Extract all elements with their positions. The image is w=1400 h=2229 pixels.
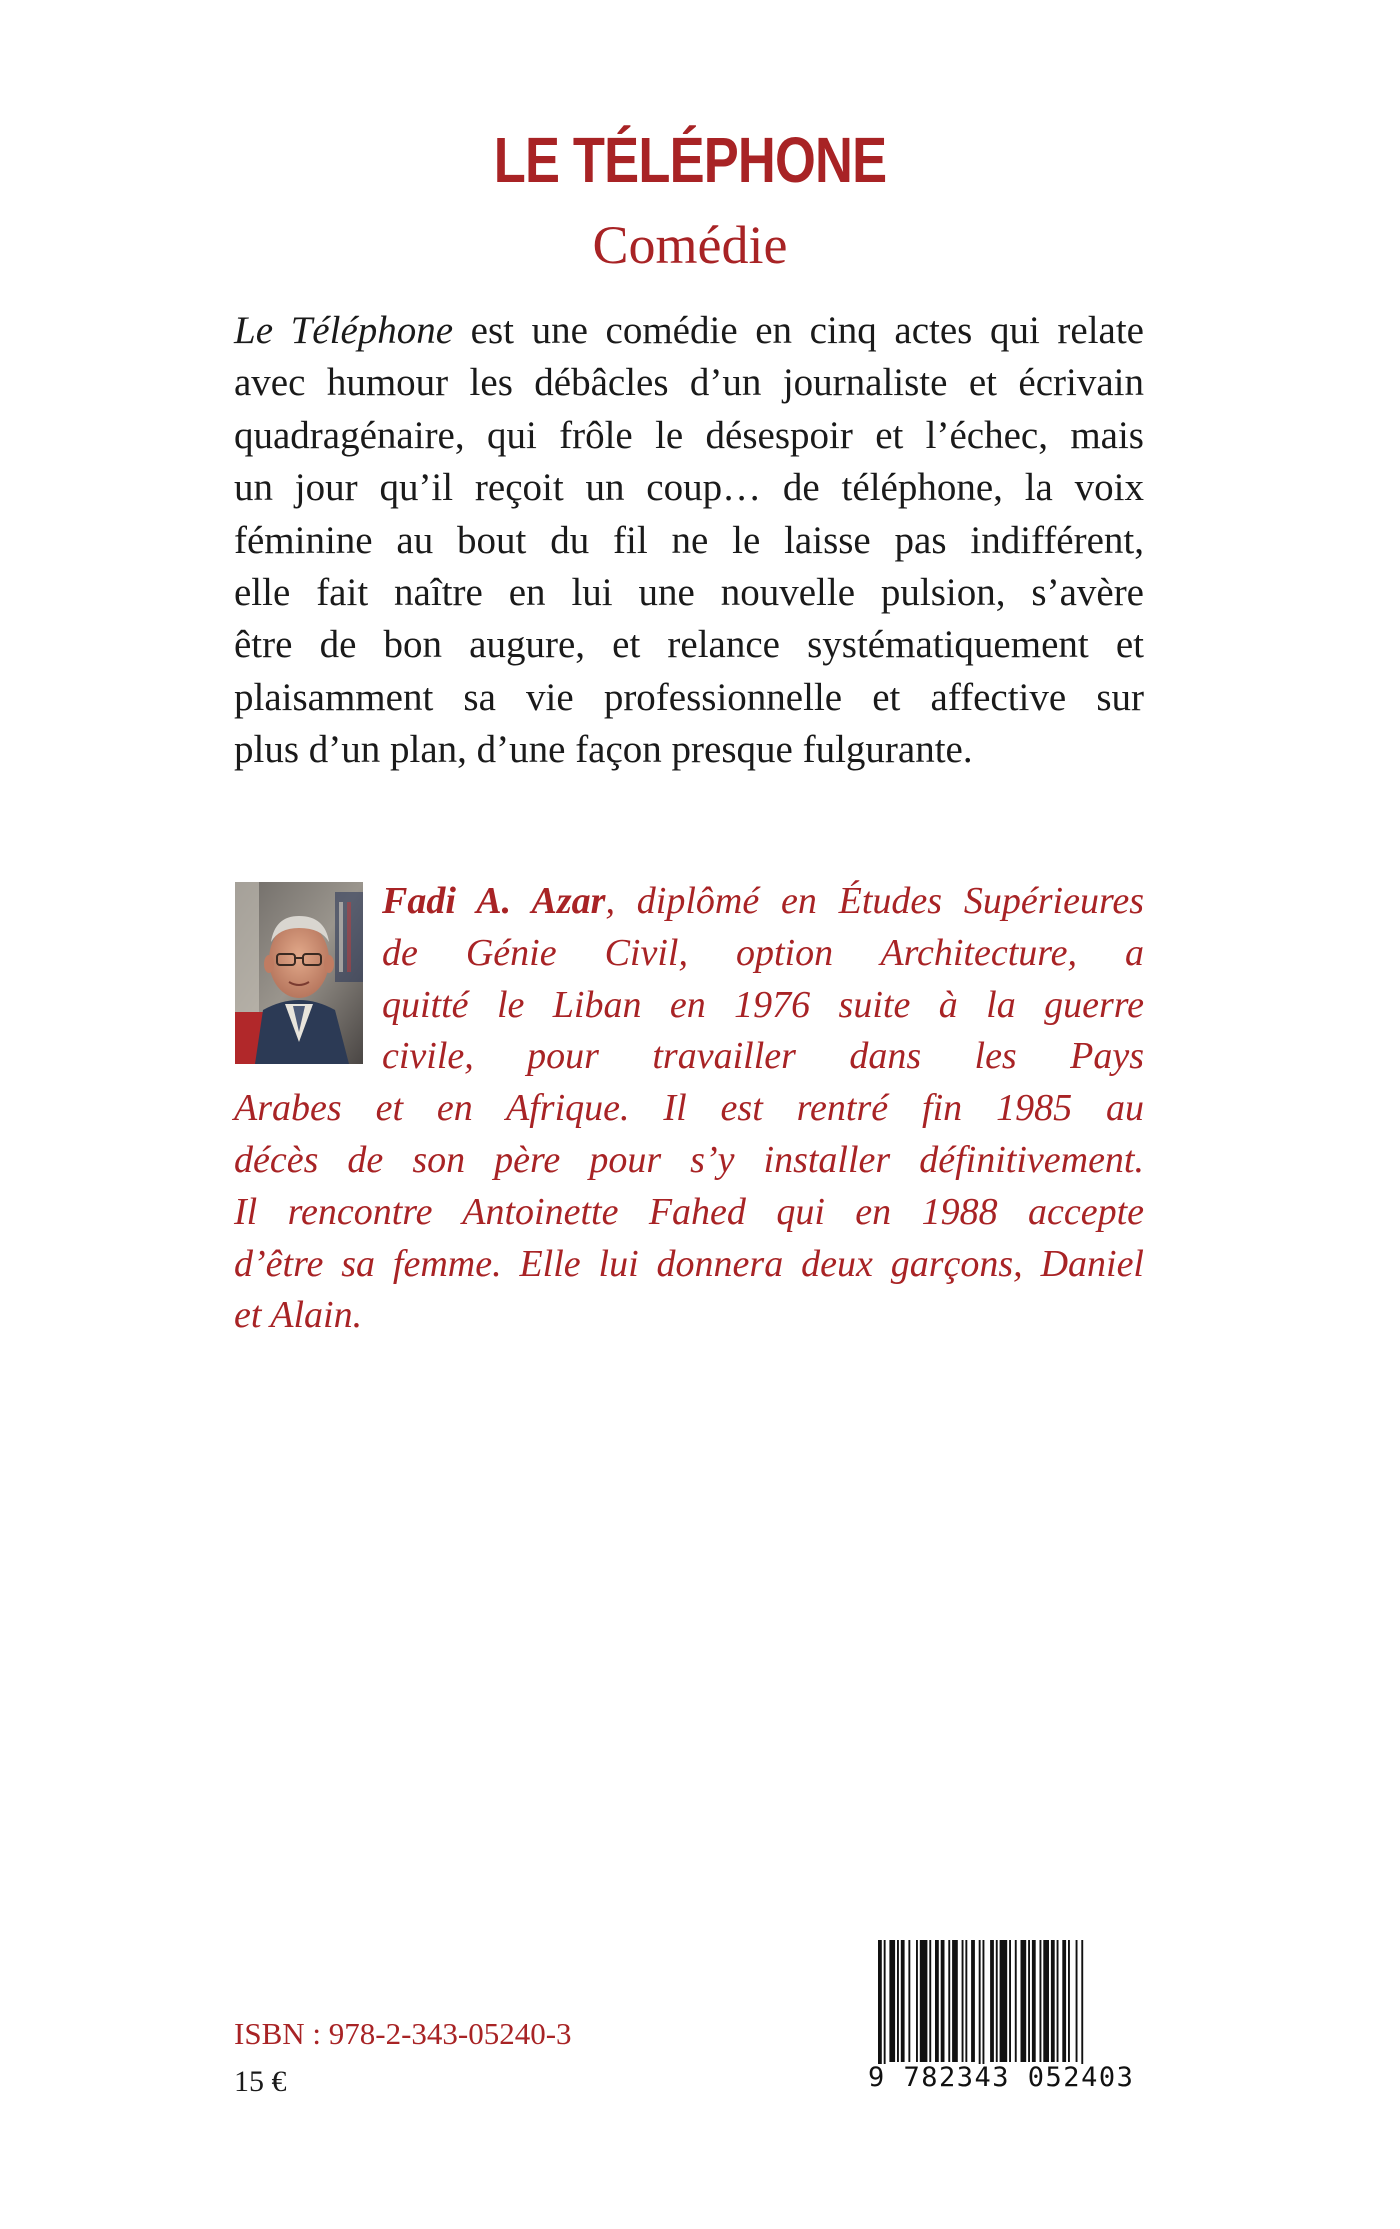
- barcode-bar: [996, 1940, 998, 2062]
- barcode-bar: [1040, 1940, 1042, 2062]
- bio-line: décès de son père pour s’y installer définitivement.: [234, 1138, 1144, 1181]
- bio-line: d’être sa femme. Elle lui donnera deux garçons, Daniel: [234, 1242, 1144, 1285]
- barcode-bar: [916, 1940, 918, 2062]
- bio-line: Fadi A. Azar, diplômé en Études Supérieures: [382, 880, 1145, 922]
- barcode-bar: [1051, 1940, 1055, 2062]
- barcode-bar: [1068, 1940, 1070, 2062]
- barcode-bar: [897, 1940, 899, 2062]
- barcode-bar: [962, 1940, 964, 2062]
- barcode-bar: [1009, 1940, 1011, 2062]
- barcode-bar: [1032, 1940, 1036, 2062]
- author-name: Fadi A. Azar: [382, 880, 606, 922]
- synopsis-title-italic: Le Téléphone: [234, 309, 454, 352]
- bio-line: quitté le Liban en 1976 suite à la guerre: [382, 983, 1144, 1026]
- bio-line: Arabes et en Afrique. Il est rentré fin 1985 au: [234, 1087, 1144, 1130]
- barcode-bar: [1021, 1940, 1027, 2062]
- barcode-bar: [889, 1940, 895, 2062]
- synopsis-line: un jour qu’il reçoit un coup… de téléphone, la voix: [234, 466, 1144, 510]
- barcode-bar: [1057, 1940, 1059, 2062]
- barcode-bar: [941, 1940, 945, 2062]
- barcode-bar: [935, 1940, 939, 2062]
- barcode-bar: [948, 1940, 950, 2062]
- book-title: LE TÉLÉPHONE: [493, 124, 887, 196]
- synopsis-line: être de bon augure, et relance systématiquement et: [234, 623, 1144, 667]
- bio-line: de Génie Civil, option Architecture, a: [382, 931, 1144, 974]
- synopsis-line: avec humour les débâcles d’un journaliste et écrivain: [234, 361, 1144, 405]
- synopsis-line: Le Téléphone est une comédie en cinq actes qui relate: [234, 309, 1144, 352]
- synopsis-line: plaisamment sa vie professionnelle et affective sur: [234, 675, 1144, 719]
- barcode-bar: [920, 1940, 928, 2062]
- barcode-bar: [1015, 1940, 1017, 2062]
- author-bio: [234, 876, 1144, 1342]
- barcode-bar: [901, 1940, 905, 2062]
- isbn-label: ISBN : 978-2-343-05240-3: [234, 2016, 572, 2051]
- bio-line: civile, pour travailler dans les Pays: [382, 1035, 1144, 1078]
- barcode-bar: [990, 1940, 994, 2062]
- price-label: 15 €: [234, 2065, 287, 2098]
- barcode-bar: [908, 1940, 910, 2062]
- barcode-bar: [952, 1940, 958, 2062]
- barcode-bar: [929, 1940, 931, 2062]
- bio-line: et Alain.: [234, 1294, 363, 1337]
- barcode-bar: [1028, 1940, 1030, 2062]
- barcode-digits: 9 782343 052403: [868, 2064, 1146, 2091]
- synopsis-line: féminine au bout du fil ne le laisse pas indifférent,: [234, 518, 1144, 562]
- barcode-bar: [965, 1940, 967, 2062]
- barcode-bar: [1000, 1940, 1008, 2062]
- barcode-bar: [1062, 1940, 1066, 2062]
- synopsis-line: quadragénaire, qui frôle le désespoir et l’échec, mais: [234, 413, 1144, 457]
- synopsis-line: plus d’un plan, d’une façon presque fulgurante.: [234, 728, 973, 772]
- book-genre: Comédie: [592, 215, 788, 275]
- barcode-bar: [1076, 1940, 1078, 2062]
- barcode-bar: [1043, 1940, 1049, 2062]
- synopsis-line: elle fait naître en lui une nouvelle pulsion, s’avère: [234, 571, 1144, 615]
- synopsis: [234, 305, 1144, 777]
- barcode-bar: [971, 1940, 975, 2062]
- bio-line: Il rencontre Antoinette Fahed qui en 1988 accepte: [234, 1190, 1144, 1233]
